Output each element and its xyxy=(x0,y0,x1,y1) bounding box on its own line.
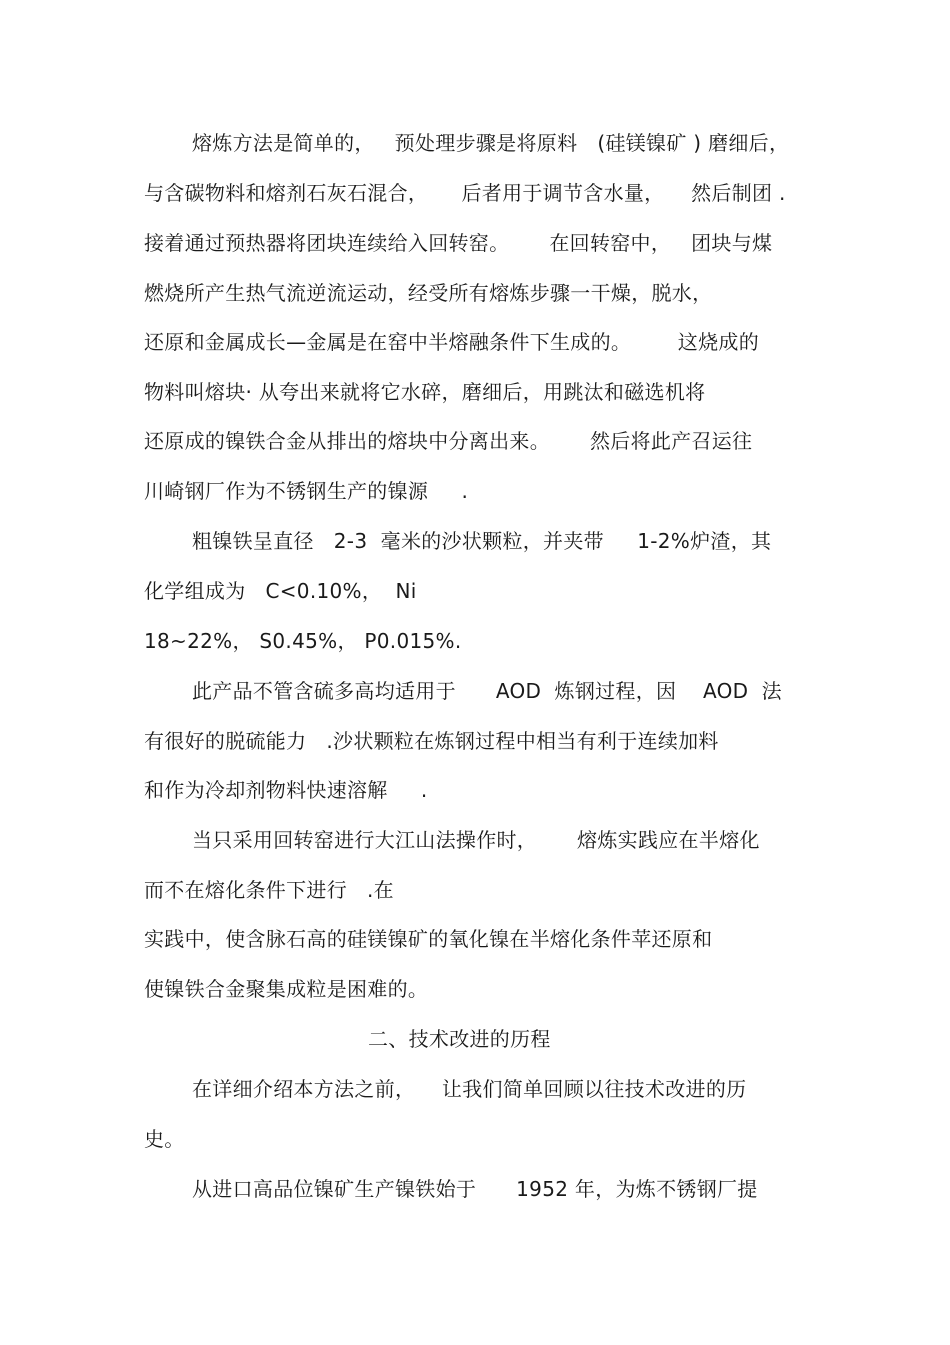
text-line: 还原和金属成长—金属是在窑中半熔融条件下生成的。 这烧成的 xyxy=(144,330,760,354)
text-line: 有很好的脱硫能力 .沙状颗粒在炼钢过程中相当有利于连续加料 xyxy=(144,729,719,753)
text-line: 与含碳物料和熔剂石灰石混合， 后者用于调节含水量， 然后制团 . xyxy=(144,181,786,205)
text-line: 18~22%， S0.45%， P0.015%. xyxy=(144,629,462,653)
text-line: 在详细介绍本方法之前， 让我们简单回顾以往技术改进的历 xyxy=(192,1077,747,1101)
text-line: 物料叫熔块· 从夸出来就将它水碎，磨细后，用跳汰和磁选机将 xyxy=(144,380,706,404)
text-line: 从进口高品位镍矿生产镍铁始于 1952 年，为炼不锈钢厂提 xyxy=(192,1177,758,1201)
section-heading: 二、技术改进的历程 xyxy=(368,1027,551,1051)
text-line: 还原成的镍铁合金从排出的熔块中分离出来。 然后将此产召运往 xyxy=(144,429,753,453)
text-line: 熔炼方法是简单的， 预处理步骤是将原料 (硅镁镍矿 ) 磨细后， xyxy=(192,131,790,155)
text-line: 此产品不管含硫多高均适用于 AOD 炼钢过程，因 AOD 法 xyxy=(192,679,782,703)
text-line: 和作为冷却剂物料快速溶解 . xyxy=(144,778,428,802)
text-line: 而不在熔化条件下进行 .在 xyxy=(144,878,394,902)
text-line: 接着通过预热器将团块连续给入回转窑。 在回转窑中， 团块与煤 xyxy=(144,231,773,255)
text-line: 使镍铁合金聚集成粒是困难的。 xyxy=(144,977,429,1001)
text-line: 燃烧所产生热气流逆流运动，经受所有熔炼步骤一干燥，脱水， xyxy=(144,281,713,305)
text-line: 当只采用回转窑进行大江山法操作时， 熔炼实践应在半熔化 xyxy=(192,828,760,852)
text-line: 实践中，使含脉石高的硅镁镍矿的氧化镍在半熔化条件苹还原和 xyxy=(144,927,713,951)
text-line: 史。 xyxy=(144,1127,185,1151)
text-line: 川崎钢厂作为不锈钢生产的镍源 . xyxy=(144,479,469,503)
text-line: 化学组成为 C<0.10%， Ni xyxy=(144,579,417,603)
text-line: 粗镍铁呈直径 2-3 毫米的沙状颗粒，并夹带 1-2%炉渣，其 xyxy=(192,529,772,553)
